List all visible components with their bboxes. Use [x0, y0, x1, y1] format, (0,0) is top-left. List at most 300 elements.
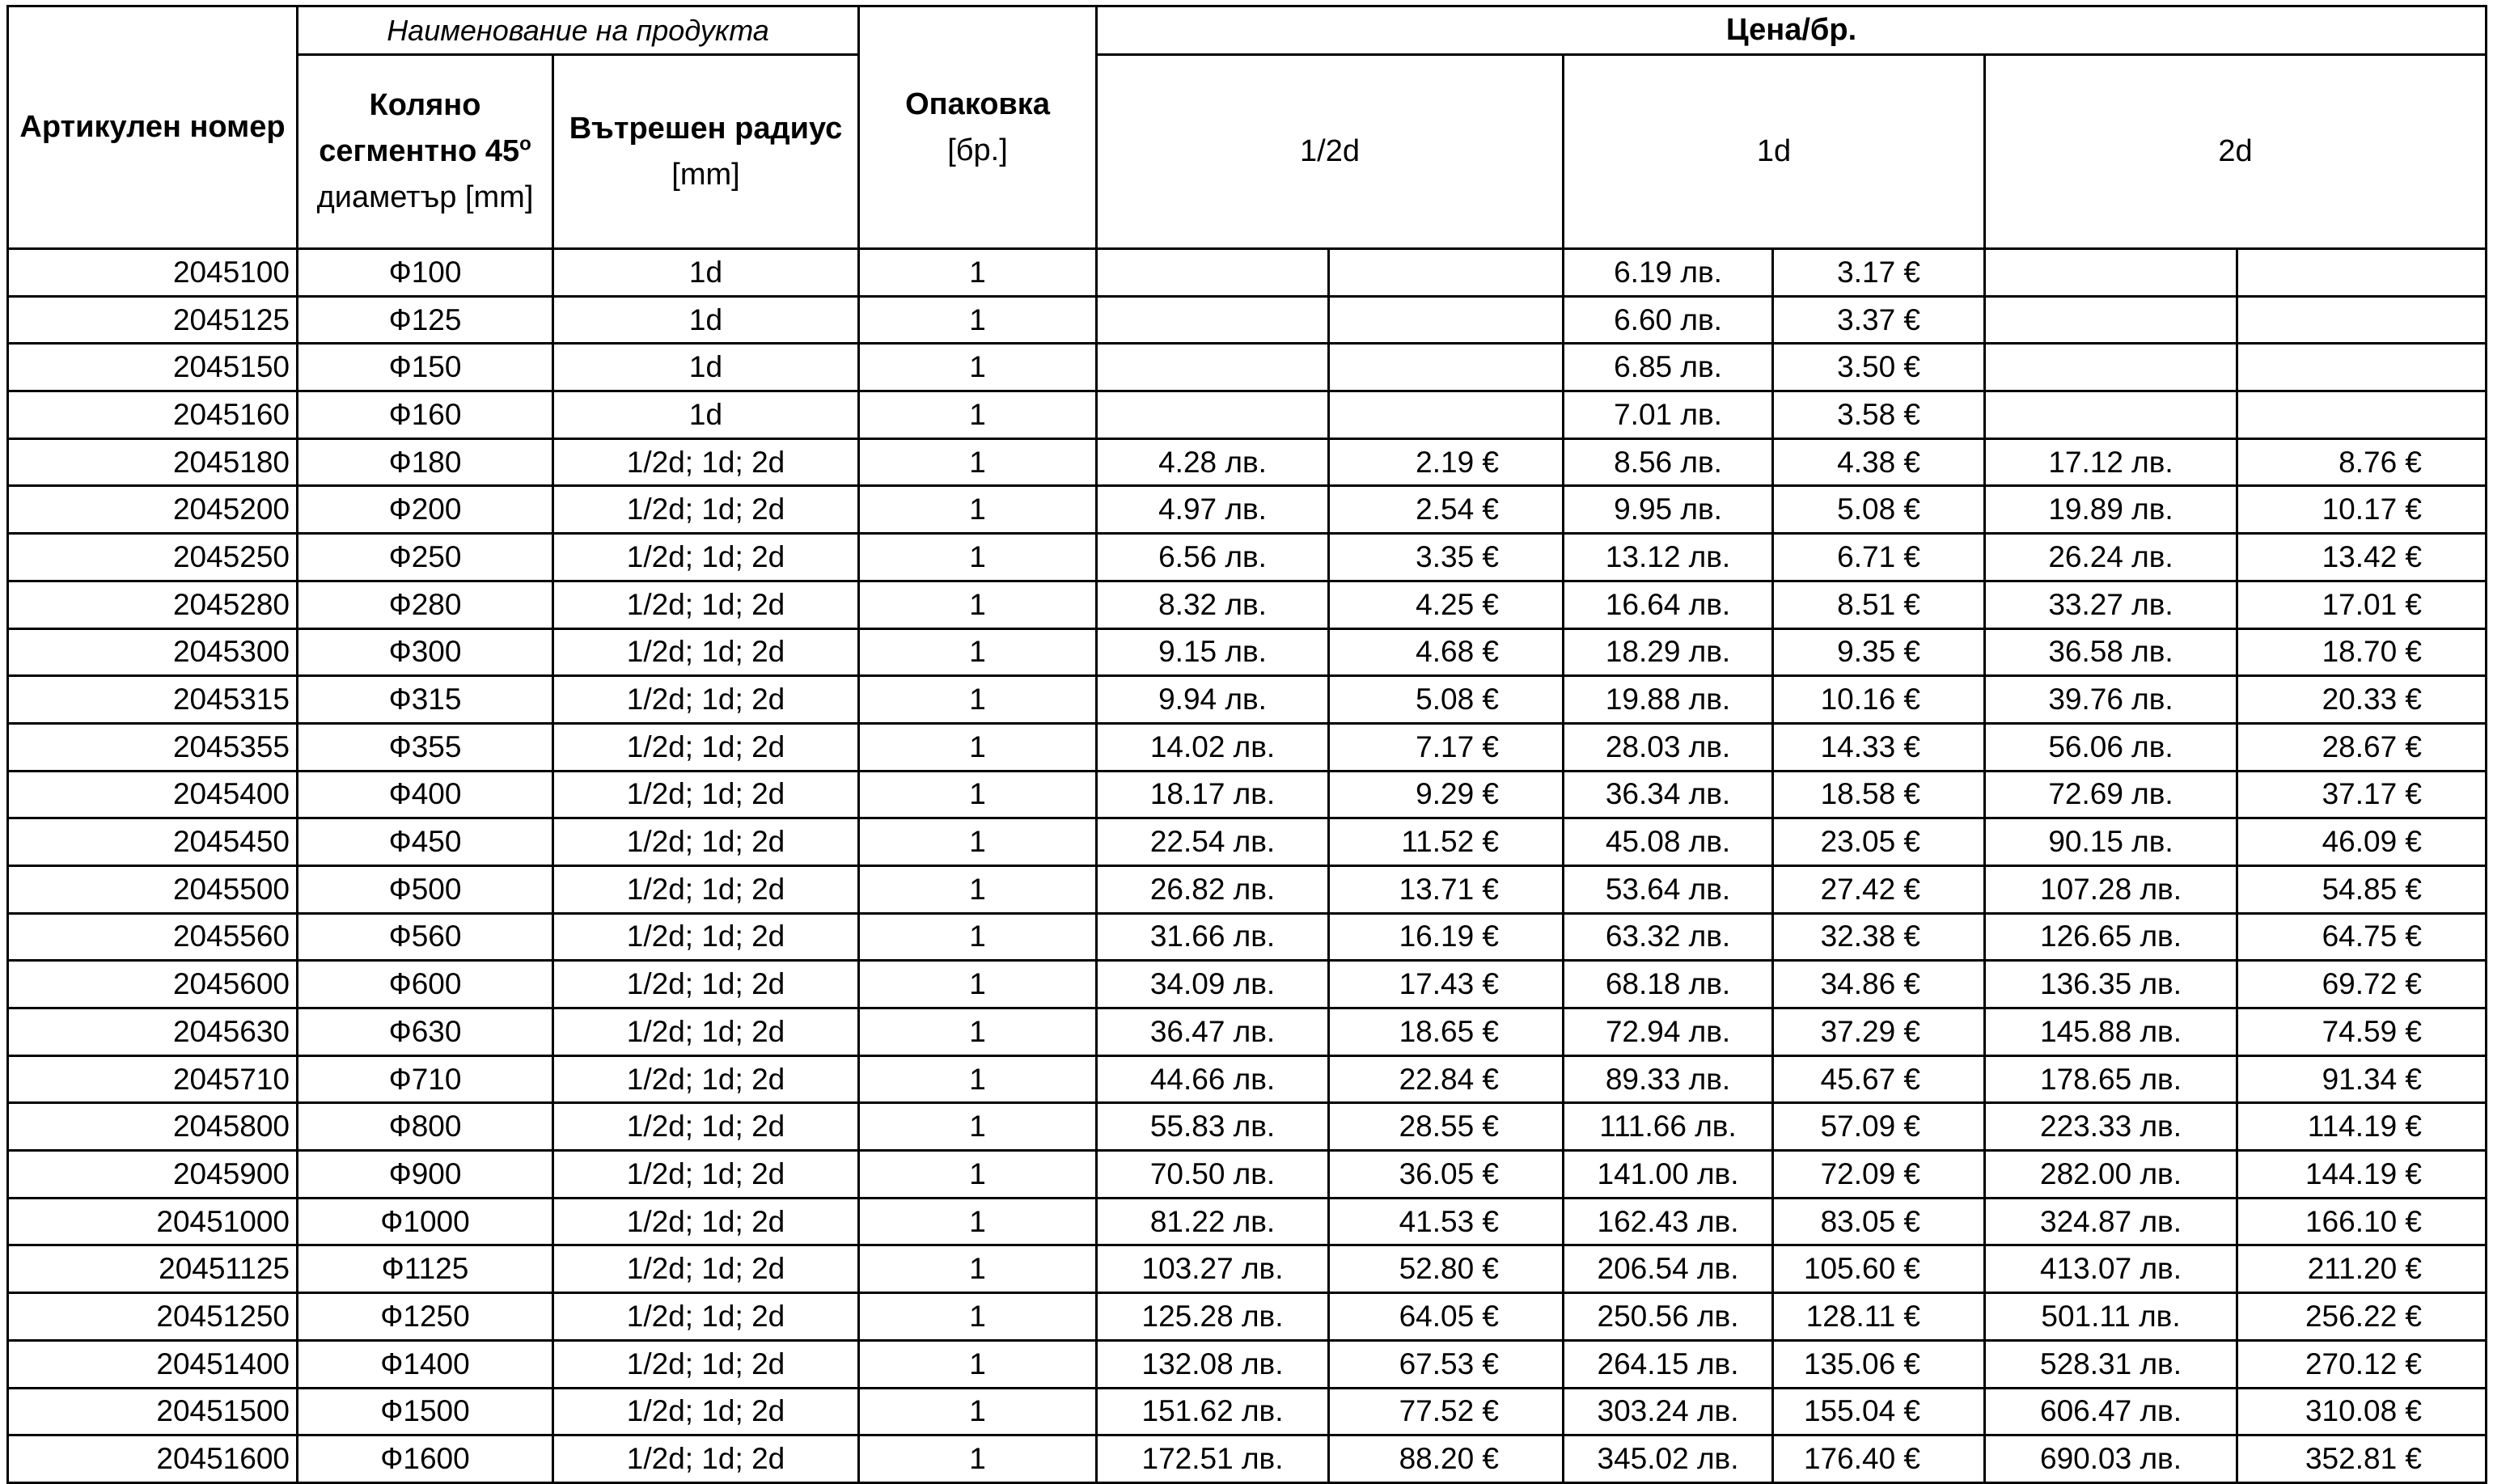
price-1d-bgn-cell: 13.12 лв.: [1564, 534, 1773, 581]
packaging-cell: 1: [859, 818, 1097, 866]
packaging-cell: 1: [859, 913, 1097, 961]
price-half-d-bgn-cell: 34.09 лв.: [1097, 961, 1329, 1008]
article-number-cell: 2045600: [8, 961, 298, 1008]
price-1d-bgn-cell: 9.95 лв.: [1564, 486, 1773, 534]
table-row: [8, 1008, 2487, 1056]
price-half-d-bgn-cell: 4.97 лв.: [1097, 486, 1329, 534]
header-price-1d: 1d: [1564, 55, 1985, 249]
price-1d-bgn-cell: 68.18 лв.: [1564, 961, 1773, 1008]
price-2d-eur-cell: 114.19 €: [2237, 1103, 2487, 1151]
diameter-cell: Ф900: [298, 1151, 553, 1199]
diameter-cell: Ф160: [298, 391, 553, 439]
article-number-cell: 2045250: [8, 534, 298, 581]
price-half-d-eur-cell: 64.05 €: [1329, 1293, 1564, 1341]
diameter-cell: Ф600: [298, 961, 553, 1008]
price-1d-bgn-cell: 18.29 лв.: [1564, 628, 1773, 676]
packaging-cell: 1: [859, 865, 1097, 913]
price-half-d-bgn-cell: 55.83 лв.: [1097, 1103, 1329, 1151]
price-1d-eur-cell: 37.29 €: [1773, 1008, 1985, 1056]
diameter-cell: Ф710: [298, 1055, 553, 1103]
price-half-d-eur-cell: [1329, 391, 1564, 439]
radius-cell: 1/2d; 1d; 2d: [553, 771, 859, 818]
price-1d-eur-cell: 57.09 €: [1773, 1103, 1985, 1151]
price-half-d-bgn-cell: 9.94 лв.: [1097, 676, 1329, 724]
radius-cell: 1d: [553, 344, 859, 391]
diameter-cell: Ф1125: [298, 1245, 553, 1293]
article-number-cell: 2045450: [8, 818, 298, 866]
degree-sign: o: [519, 133, 531, 155]
price-2d-eur-cell: 37.17 €: [2237, 771, 2487, 818]
price-2d-eur-cell: [2237, 344, 2487, 391]
price-half-d-eur-cell: 77.52 €: [1329, 1388, 1564, 1435]
article-number-cell: 2045355: [8, 723, 298, 771]
price-1d-bgn-cell: 345.02 лв.: [1564, 1435, 1773, 1483]
price-half-d-eur-cell: 11.52 €: [1329, 818, 1564, 866]
article-number-cell: 20451125: [8, 1245, 298, 1293]
price-half-d-eur-cell: [1329, 296, 1564, 344]
diameter-cell: Ф500: [298, 865, 553, 913]
price-half-d-eur-cell: 7.17 €: [1329, 723, 1564, 771]
table-body: [8, 249, 2487, 1483]
price-2d-bgn-cell: 178.65 лв.: [1985, 1055, 2237, 1103]
price-1d-eur-cell: 3.58 €: [1773, 391, 1985, 439]
price-1d-eur-cell: 5.08 €: [1773, 486, 1985, 534]
price-2d-eur-cell: 64.75 €: [2237, 913, 2487, 961]
price-half-d-eur-cell: 13.71 €: [1329, 865, 1564, 913]
price-1d-eur-cell: 45.67 €: [1773, 1055, 1985, 1103]
table-row: [8, 391, 2487, 439]
diameter-cell: Ф355: [298, 723, 553, 771]
radius-cell: 1/2d; 1d; 2d: [553, 1151, 859, 1199]
table-row: [8, 1151, 2487, 1199]
table-row: [8, 486, 2487, 534]
radius-cell: 1d: [553, 296, 859, 344]
price-1d-eur-cell: 6.71 €: [1773, 534, 1985, 581]
packaging-cell: 1: [859, 486, 1097, 534]
price-half-d-eur-cell: 4.68 €: [1329, 628, 1564, 676]
price-half-d-bgn-cell: [1097, 249, 1329, 297]
price-2d-eur-cell: 310.08 €: [2237, 1388, 2487, 1435]
diameter-cell: Ф630: [298, 1008, 553, 1056]
diameter-cell: Ф180: [298, 438, 553, 486]
price-half-d-bgn-cell: 70.50 лв.: [1097, 1151, 1329, 1199]
packaging-cell: 1: [859, 1008, 1097, 1056]
price-2d-eur-cell: 8.76 €: [2237, 438, 2487, 486]
price-half-d-eur-cell: 18.65 €: [1329, 1008, 1564, 1056]
price-1d-eur-cell: 3.37 €: [1773, 296, 1985, 344]
packaging-cell: 1: [859, 771, 1097, 818]
price-2d-bgn-cell: 72.69 лв.: [1985, 771, 2237, 818]
price-half-d-bgn-cell: [1097, 344, 1329, 391]
table-row: [8, 818, 2487, 866]
price-half-d-eur-cell: 22.84 €: [1329, 1055, 1564, 1103]
header-price-half-d: 1/2d: [1097, 55, 1564, 249]
price-2d-bgn-cell: 413.07 лв.: [1985, 1245, 2237, 1293]
packaging-cell: 1: [859, 249, 1097, 297]
radius-label: Вътрешен радиус: [569, 111, 843, 146]
radius-cell: 1/2d; 1d; 2d: [553, 1388, 859, 1435]
price-2d-bgn-cell: 33.27 лв.: [1985, 581, 2237, 628]
price-2d-eur-cell: 91.34 €: [2237, 1055, 2487, 1103]
price-half-d-bgn-cell: 36.47 лв.: [1097, 1008, 1329, 1056]
table-row: [8, 913, 2487, 961]
packaging-cell: 1: [859, 723, 1097, 771]
article-number-cell: 20451000: [8, 1198, 298, 1245]
price-2d-bgn-cell: 528.31 лв.: [1985, 1340, 2237, 1388]
packaging-cell: 1: [859, 1103, 1097, 1151]
price-2d-bgn-cell: 282.00 лв.: [1985, 1151, 2237, 1199]
price-1d-bgn-cell: 36.34 лв.: [1564, 771, 1773, 818]
price-2d-bgn-cell: 17.12 лв.: [1985, 438, 2237, 486]
price-2d-eur-cell: 270.12 €: [2237, 1340, 2487, 1388]
header-elbow-diameter: [298, 55, 553, 249]
price-half-d-bgn-cell: 132.08 лв.: [1097, 1340, 1329, 1388]
price-1d-bgn-cell: 111.66 лв.: [1564, 1103, 1773, 1151]
packaging-cell: 1: [859, 676, 1097, 724]
price-2d-bgn-cell: 145.88 лв.: [1985, 1008, 2237, 1056]
packaging-label: Опаковка: [905, 87, 1050, 121]
article-number-cell: 2045150: [8, 344, 298, 391]
price-half-d-bgn-cell: 151.62 лв.: [1097, 1388, 1329, 1435]
price-1d-bgn-cell: 162.43 лв.: [1564, 1198, 1773, 1245]
price-1d-eur-cell: 27.42 €: [1773, 865, 1985, 913]
table-row: [8, 581, 2487, 628]
diameter-cell: Ф1500: [298, 1388, 553, 1435]
elbow-label-line2: сегментно 45: [319, 134, 520, 168]
packaging-cell: 1: [859, 961, 1097, 1008]
diameter-cell: Ф1250: [298, 1293, 553, 1341]
price-1d-bgn-cell: 8.56 лв.: [1564, 438, 1773, 486]
price-half-d-eur-cell: 41.53 €: [1329, 1198, 1564, 1245]
article-number-cell: 20451250: [8, 1293, 298, 1341]
price-1d-eur-cell: 155.04 €: [1773, 1388, 1985, 1435]
price-half-d-eur-cell: [1329, 249, 1564, 297]
table-row: [8, 1198, 2487, 1245]
price-2d-bgn-cell: 36.58 лв.: [1985, 628, 2237, 676]
price-2d-bgn-cell: 126.65 лв.: [1985, 913, 2237, 961]
article-number-cell: 2045125: [8, 296, 298, 344]
price-1d-eur-cell: 105.60 €: [1773, 1245, 1985, 1293]
packaging-cell: 1: [859, 581, 1097, 628]
price-2d-bgn-cell: [1985, 391, 2237, 439]
price-1d-bgn-cell: 303.24 лв.: [1564, 1388, 1773, 1435]
price-half-d-bgn-cell: 9.15 лв.: [1097, 628, 1329, 676]
price-1d-bgn-cell: 53.64 лв.: [1564, 865, 1773, 913]
packaging-cell: 1: [859, 1198, 1097, 1245]
table-row: [8, 676, 2487, 724]
price-1d-bgn-cell: 72.94 лв.: [1564, 1008, 1773, 1056]
elbow-label-line1: Коляно: [369, 88, 481, 122]
radius-cell: 1d: [553, 249, 859, 297]
table-row: [8, 865, 2487, 913]
price-1d-eur-cell: 3.17 €: [1773, 249, 1985, 297]
price-2d-eur-cell: 166.10 €: [2237, 1198, 2487, 1245]
price-1d-bgn-cell: 28.03 лв.: [1564, 723, 1773, 771]
packaging-cell: 1: [859, 1293, 1097, 1341]
price-half-d-eur-cell: 3.35 €: [1329, 534, 1564, 581]
table-row: [8, 1293, 2487, 1341]
price-1d-eur-cell: 176.40 €: [1773, 1435, 1985, 1483]
price-2d-bgn-cell: 606.47 лв.: [1985, 1388, 2237, 1435]
price-half-d-bgn-cell: [1097, 391, 1329, 439]
price-2d-bgn-cell: 39.76 лв.: [1985, 676, 2237, 724]
price-2d-bgn-cell: 136.35 лв.: [1985, 961, 2237, 1008]
price-2d-eur-cell: 13.42 €: [2237, 534, 2487, 581]
article-number-cell: 2045630: [8, 1008, 298, 1056]
header-packaging: [859, 6, 1097, 249]
article-number-cell: 2045400: [8, 771, 298, 818]
table-row: [8, 628, 2487, 676]
packaging-cell: 1: [859, 1151, 1097, 1199]
price-1d-eur-cell: 23.05 €: [1773, 818, 1985, 866]
packaging-cell: 1: [859, 438, 1097, 486]
diameter-cell: Ф250: [298, 534, 553, 581]
price-1d-eur-cell: 34.86 €: [1773, 961, 1985, 1008]
price-half-d-eur-cell: 9.29 €: [1329, 771, 1564, 818]
diameter-cell: Ф560: [298, 913, 553, 961]
header-inner-radius: [553, 55, 859, 249]
radius-cell: 1/2d; 1d; 2d: [553, 1340, 859, 1388]
price-2d-bgn-cell: 324.87 лв.: [1985, 1198, 2237, 1245]
packaging-cell: 1: [859, 296, 1097, 344]
packaging-cell: 1: [859, 628, 1097, 676]
packaging-unit: [бр.]: [947, 133, 1008, 167]
price-2d-eur-cell: 74.59 €: [2237, 1008, 2487, 1056]
price-2d-bgn-cell: [1985, 249, 2237, 297]
price-1d-bgn-cell: 19.88 лв.: [1564, 676, 1773, 724]
price-2d-eur-cell: 256.22 €: [2237, 1293, 2487, 1341]
radius-cell: 1/2d; 1d; 2d: [553, 581, 859, 628]
price-2d-bgn-cell: 501.11 лв.: [1985, 1293, 2237, 1341]
diameter-cell: Ф125: [298, 296, 553, 344]
table-row: [8, 1388, 2487, 1435]
article-number-cell: 2045710: [8, 1055, 298, 1103]
radius-cell: 1/2d; 1d; 2d: [553, 913, 859, 961]
article-number-cell: 2045560: [8, 913, 298, 961]
price-half-d-eur-cell: 67.53 €: [1329, 1340, 1564, 1388]
article-number-cell: 20451600: [8, 1435, 298, 1483]
price-1d-bgn-cell: 6.19 лв.: [1564, 249, 1773, 297]
price-1d-eur-cell: 128.11 €: [1773, 1293, 1985, 1341]
article-number-cell: 2045500: [8, 865, 298, 913]
price-2d-eur-cell: [2237, 391, 2487, 439]
radius-cell: 1/2d; 1d; 2d: [553, 961, 859, 1008]
diameter-cell: Ф315: [298, 676, 553, 724]
radius-cell: 1/2d; 1d; 2d: [553, 1435, 859, 1483]
article-number-cell: 2045160: [8, 391, 298, 439]
table-row: [8, 296, 2487, 344]
price-2d-eur-cell: 20.33 €: [2237, 676, 2487, 724]
price-2d-eur-cell: 69.72 €: [2237, 961, 2487, 1008]
table-row: [8, 1103, 2487, 1151]
packaging-cell: 1: [859, 1435, 1097, 1483]
radius-cell: 1/2d; 1d; 2d: [553, 486, 859, 534]
article-number-cell: 2045200: [8, 486, 298, 534]
price-1d-eur-cell: 3.50 €: [1773, 344, 1985, 391]
radius-cell: 1/2d; 1d; 2d: [553, 1293, 859, 1341]
table-row: [8, 723, 2487, 771]
article-number-cell: 2045300: [8, 628, 298, 676]
table-header: [8, 6, 2487, 249]
price-half-d-eur-cell: 88.20 €: [1329, 1435, 1564, 1483]
radius-cell: 1/2d; 1d; 2d: [553, 438, 859, 486]
radius-cell: 1/2d; 1d; 2d: [553, 723, 859, 771]
price-2d-eur-cell: 18.70 €: [2237, 628, 2487, 676]
price-1d-bgn-cell: 89.33 лв.: [1564, 1055, 1773, 1103]
price-1d-eur-cell: 10.16 €: [1773, 676, 1985, 724]
price-1d-eur-cell: 8.51 €: [1773, 581, 1985, 628]
table-row: [8, 1435, 2487, 1483]
price-2d-eur-cell: 211.20 €: [2237, 1245, 2487, 1293]
price-2d-bgn-cell: [1985, 344, 2237, 391]
diameter-cell: Ф150: [298, 344, 553, 391]
article-number-cell: 20451500: [8, 1388, 298, 1435]
price-half-d-eur-cell: 2.19 €: [1329, 438, 1564, 486]
article-number-cell: 2045800: [8, 1103, 298, 1151]
price-half-d-bgn-cell: [1097, 296, 1329, 344]
price-2d-bgn-cell: [1985, 296, 2237, 344]
price-half-d-eur-cell: 52.80 €: [1329, 1245, 1564, 1293]
article-number-cell: 20451400: [8, 1340, 298, 1388]
diameter-cell: Ф800: [298, 1103, 553, 1151]
diameter-cell: Ф1000: [298, 1198, 553, 1245]
price-2d-eur-cell: 352.81 €: [2237, 1435, 2487, 1483]
price-1d-bgn-cell: 141.00 лв.: [1564, 1151, 1773, 1199]
header-article-number: Артикулен номер: [8, 6, 298, 249]
radius-cell: 1/2d; 1d; 2d: [553, 1198, 859, 1245]
price-2d-bgn-cell: 56.06 лв.: [1985, 723, 2237, 771]
price-half-d-bgn-cell: 8.32 лв.: [1097, 581, 1329, 628]
packaging-cell: 1: [859, 1388, 1097, 1435]
price-half-d-eur-cell: 4.25 €: [1329, 581, 1564, 628]
price-2d-bgn-cell: 223.33 лв.: [1985, 1103, 2237, 1151]
price-2d-eur-cell: 46.09 €: [2237, 818, 2487, 866]
elbow-label-line3: диаметър [mm]: [316, 180, 534, 214]
price-2d-eur-cell: 144.19 €: [2237, 1151, 2487, 1199]
price-2d-bgn-cell: 19.89 лв.: [1985, 486, 2237, 534]
table-row: [8, 344, 2487, 391]
price-table: [6, 5, 2487, 1484]
packaging-cell: 1: [859, 344, 1097, 391]
radius-cell: 1/2d; 1d; 2d: [553, 1103, 859, 1151]
price-2d-bgn-cell: 26.24 лв.: [1985, 534, 2237, 581]
radius-unit: [mm]: [671, 157, 740, 192]
price-1d-eur-cell: 72.09 €: [1773, 1151, 1985, 1199]
radius-cell: 1/2d; 1d; 2d: [553, 676, 859, 724]
price-half-d-eur-cell: 5.08 €: [1329, 676, 1564, 724]
price-half-d-bgn-cell: 125.28 лв.: [1097, 1293, 1329, 1341]
radius-cell: 1/2d; 1d; 2d: [553, 865, 859, 913]
price-1d-bgn-cell: 250.56 лв.: [1564, 1293, 1773, 1341]
price-1d-eur-cell: 4.38 €: [1773, 438, 1985, 486]
price-half-d-eur-cell: 16.19 €: [1329, 913, 1564, 961]
price-half-d-bgn-cell: 103.27 лв.: [1097, 1245, 1329, 1293]
radius-cell: 1/2d; 1d; 2d: [553, 534, 859, 581]
diameter-cell: Ф1600: [298, 1435, 553, 1483]
price-1d-bgn-cell: 7.01 лв.: [1564, 391, 1773, 439]
price-2d-eur-cell: [2237, 249, 2487, 297]
price-half-d-eur-cell: 36.05 €: [1329, 1151, 1564, 1199]
price-half-d-bgn-cell: 44.66 лв.: [1097, 1055, 1329, 1103]
article-number-cell: 2045280: [8, 581, 298, 628]
packaging-cell: 1: [859, 1340, 1097, 1388]
price-2d-bgn-cell: 107.28 лв.: [1985, 865, 2237, 913]
packaging-cell: 1: [859, 534, 1097, 581]
price-half-d-bgn-cell: 6.56 лв.: [1097, 534, 1329, 581]
price-1d-bgn-cell: 6.60 лв.: [1564, 296, 1773, 344]
article-number-cell: 2045180: [8, 438, 298, 486]
table-row: [8, 961, 2487, 1008]
price-half-d-eur-cell: 17.43 €: [1329, 961, 1564, 1008]
price-half-d-bgn-cell: 22.54 лв.: [1097, 818, 1329, 866]
price-1d-eur-cell: 83.05 €: [1773, 1198, 1985, 1245]
price-1d-bgn-cell: 16.64 лв.: [1564, 581, 1773, 628]
table-row: [8, 249, 2487, 297]
radius-cell: 1/2d; 1d; 2d: [553, 818, 859, 866]
packaging-cell: 1: [859, 1245, 1097, 1293]
header-product-name: Наименование на продукта: [298, 6, 859, 55]
price-2d-eur-cell: [2237, 296, 2487, 344]
price-2d-eur-cell: 28.67 €: [2237, 723, 2487, 771]
price-half-d-bgn-cell: 172.51 лв.: [1097, 1435, 1329, 1483]
price-1d-eur-cell: 18.58 €: [1773, 771, 1985, 818]
price-2d-eur-cell: 17.01 €: [2237, 581, 2487, 628]
price-1d-bgn-cell: 6.85 лв.: [1564, 344, 1773, 391]
price-1d-eur-cell: 32.38 €: [1773, 913, 1985, 961]
price-2d-eur-cell: 54.85 €: [2237, 865, 2487, 913]
radius-cell: 1/2d; 1d; 2d: [553, 1055, 859, 1103]
price-half-d-eur-cell: [1329, 344, 1564, 391]
diameter-cell: Ф400: [298, 771, 553, 818]
diameter-cell: Ф100: [298, 249, 553, 297]
radius-cell: 1d: [553, 391, 859, 439]
table-row: [8, 438, 2487, 486]
table-row: [8, 1055, 2487, 1103]
price-2d-eur-cell: 10.17 €: [2237, 486, 2487, 534]
radius-cell: 1/2d; 1d; 2d: [553, 628, 859, 676]
header-price: Цена/бр.: [1097, 6, 2487, 55]
diameter-cell: Ф450: [298, 818, 553, 866]
diameter-cell: Ф1400: [298, 1340, 553, 1388]
price-half-d-bgn-cell: 18.17 лв.: [1097, 771, 1329, 818]
table-row: [8, 771, 2487, 818]
article-number-cell: 2045315: [8, 676, 298, 724]
price-half-d-bgn-cell: 81.22 лв.: [1097, 1198, 1329, 1245]
packaging-cell: 1: [859, 391, 1097, 439]
price-1d-bgn-cell: 63.32 лв.: [1564, 913, 1773, 961]
radius-cell: 1/2d; 1d; 2d: [553, 1245, 859, 1293]
price-half-d-bgn-cell: 31.66 лв.: [1097, 913, 1329, 961]
price-half-d-bgn-cell: 14.02 лв.: [1097, 723, 1329, 771]
article-number-cell: 2045100: [8, 249, 298, 297]
diameter-cell: Ф300: [298, 628, 553, 676]
price-1d-bgn-cell: 45.08 лв.: [1564, 818, 1773, 866]
price-2d-bgn-cell: 90.15 лв.: [1985, 818, 2237, 866]
price-half-d-eur-cell: 2.54 €: [1329, 486, 1564, 534]
price-half-d-bgn-cell: 26.82 лв.: [1097, 865, 1329, 913]
price-1d-eur-cell: 14.33 €: [1773, 723, 1985, 771]
price-2d-bgn-cell: 690.03 лв.: [1985, 1435, 2237, 1483]
packaging-cell: 1: [859, 1055, 1097, 1103]
price-1d-eur-cell: 9.35 €: [1773, 628, 1985, 676]
price-1d-bgn-cell: 264.15 лв.: [1564, 1340, 1773, 1388]
price-half-d-bgn-cell: 4.28 лв.: [1097, 438, 1329, 486]
diameter-cell: Ф200: [298, 486, 553, 534]
table-row: [8, 1340, 2487, 1388]
table-row: [8, 534, 2487, 581]
price-half-d-eur-cell: 28.55 €: [1329, 1103, 1564, 1151]
price-1d-eur-cell: 135.06 €: [1773, 1340, 1985, 1388]
